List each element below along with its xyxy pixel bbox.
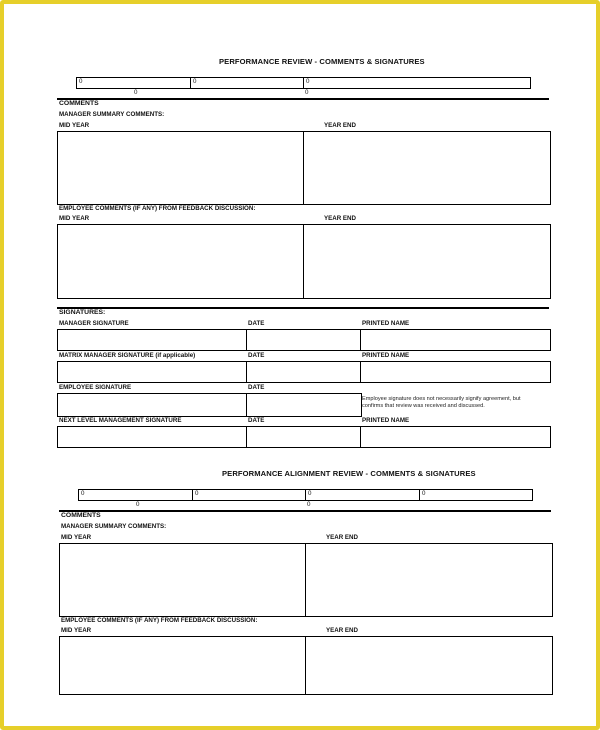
mid-year-label: MID YEAR [61, 627, 92, 634]
matrix-manager-printed-name-field[interactable] [360, 361, 551, 383]
header-cell-1: 0 [81, 490, 85, 497]
signatures-heading: SIGNATURES: [59, 309, 106, 316]
comments-heading: COMMENTS [61, 512, 101, 519]
date-label: DATE [248, 417, 265, 424]
section1-title: PERFORMANCE REVIEW - COMMENTS & SIGNATURES [219, 57, 425, 66]
header-below-1: 0 [136, 501, 140, 508]
date-label: DATE [248, 384, 265, 391]
matrix-manager-signature-field[interactable] [57, 361, 248, 383]
section2-header-bar[interactable] [78, 489, 533, 501]
divider [57, 98, 549, 100]
employee-mid-year-comments-box[interactable] [59, 636, 307, 695]
year-end-label: YEAR END [324, 122, 356, 129]
header-below-2: 0 [305, 89, 309, 96]
year-end-label: YEAR END [326, 534, 358, 541]
next-level-signature-field[interactable] [57, 426, 248, 448]
mid-year-label: MID YEAR [59, 122, 90, 129]
header-cell-1: 0 [79, 78, 83, 85]
divider [57, 307, 549, 309]
employee-signature-label: EMPLOYEE SIGNATURE [59, 384, 132, 391]
employee-year-end-comments-box[interactable] [305, 636, 553, 695]
header-cell-2: 0 [190, 78, 191, 88]
next-level-date-field[interactable] [246, 426, 362, 448]
printed-name-label: PRINTED NAME [362, 320, 410, 327]
employee-comments-label: EMPLOYEE COMMENTS (IF ANY) FROM FEEDBACK DISCUSSION: [59, 205, 256, 212]
section1-header-bar[interactable] [76, 77, 531, 89]
section2-title: PERFORMANCE ALIGNMENT REVIEW - COMMENTS & SIGNATURES [222, 469, 476, 478]
matrix-manager-signature-label: MATRIX MANAGER SIGNATURE (if applicable) [59, 352, 196, 359]
date-label: DATE [248, 320, 265, 327]
date-label: DATE [248, 352, 265, 359]
manager-signature-field[interactable] [57, 329, 248, 351]
next-level-printed-name-field[interactable] [360, 426, 551, 448]
manager-year-end-comments-box[interactable] [303, 131, 551, 205]
manager-mid-year-comments-box[interactable] [59, 543, 307, 617]
employee-year-end-comments-box[interactable] [303, 224, 551, 299]
year-end-label: YEAR END [324, 215, 356, 222]
manager-signature-label: MANAGER SIGNATURE [59, 320, 129, 327]
manager-year-end-comments-box[interactable] [305, 543, 553, 617]
header-cell-3: 0 [303, 78, 304, 88]
mid-year-label: MID YEAR [61, 534, 92, 541]
printed-name-label: PRINTED NAME [362, 417, 410, 424]
mid-year-label: MID YEAR [59, 215, 90, 222]
employee-signature-note: Employee signature does not necessarily signify agreement, but confirms that review was received and discussed. [362, 396, 521, 409]
header-below-2: 0 [307, 501, 311, 508]
matrix-manager-date-field[interactable] [246, 361, 362, 383]
employee-signature-field[interactable] [57, 393, 248, 417]
comments-heading: COMMENTS [59, 100, 99, 107]
employee-date-field[interactable] [246, 393, 362, 417]
manager-summary-label: MANAGER SUMMARY COMMENTS: [59, 111, 165, 118]
next-level-signature-label: NEXT LEVEL MANAGEMENT SIGNATURE [59, 417, 182, 424]
manager-date-field[interactable] [246, 329, 362, 351]
header-cell-2: 0 [192, 490, 193, 500]
employee-mid-year-comments-box[interactable] [57, 224, 305, 299]
header-below-1: 0 [134, 89, 138, 96]
printed-name-label: PRINTED NAME [362, 352, 410, 359]
employee-comments-label: EMPLOYEE COMMENTS (IF ANY) FROM FEEDBACK DISCUSSION: [61, 617, 258, 624]
manager-mid-year-comments-box[interactable] [57, 131, 305, 205]
manager-printed-name-field[interactable] [360, 329, 551, 351]
divider [59, 510, 551, 512]
year-end-label: YEAR END [326, 627, 358, 634]
manager-summary-label: MANAGER SUMMARY COMMENTS: [61, 523, 167, 530]
header-cell-4: 0 [419, 490, 420, 500]
header-cell-3: 0 [305, 490, 306, 500]
